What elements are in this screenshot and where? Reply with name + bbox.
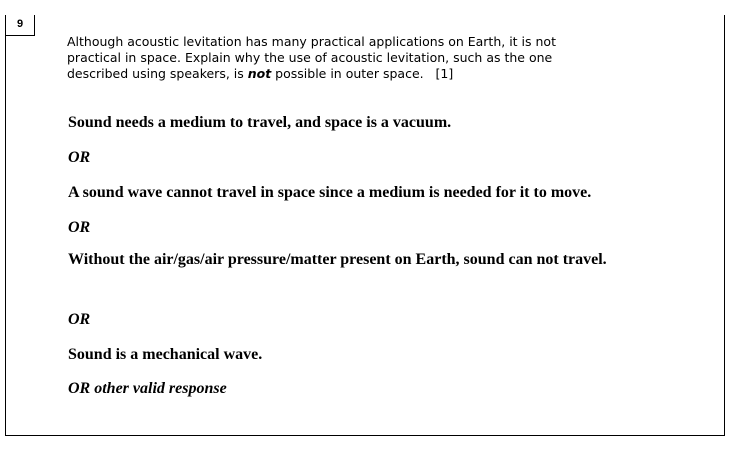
or-separator-3: OR [68,311,91,328]
question-line-3-start: described using speakers, is [67,66,248,81]
question-line-1: Although acoustic levitation has many practical applications on Earth, it is not [67,34,556,49]
answer-1: Sound needs a medium to travel, and space is a vacuum. [68,114,452,131]
other-valid-response: OR other valid response [68,380,227,397]
or-separator-2: OR [68,219,91,236]
question-number: 9 [5,15,35,36]
or-separator-1: OR [68,149,91,166]
question-line-3 [67,66,687,82]
answer-2: A sound wave cannot travel in space since a medium is needed for it to move. [68,184,592,201]
question-line-2: practical in space. Explain why the use of acoustic levitation, such as the one [67,50,553,65]
question-text [67,34,687,82]
question-line-3-end: possible in outer space. [271,66,424,81]
question-emphasis: not [247,66,272,81]
answer-3: Without the air/gas/air pressure/matter present on Earth, sound can not travel. [68,251,607,268]
answer-4: Sound is a mechanical wave. [68,346,263,363]
question-marks: [1] [435,66,454,81]
